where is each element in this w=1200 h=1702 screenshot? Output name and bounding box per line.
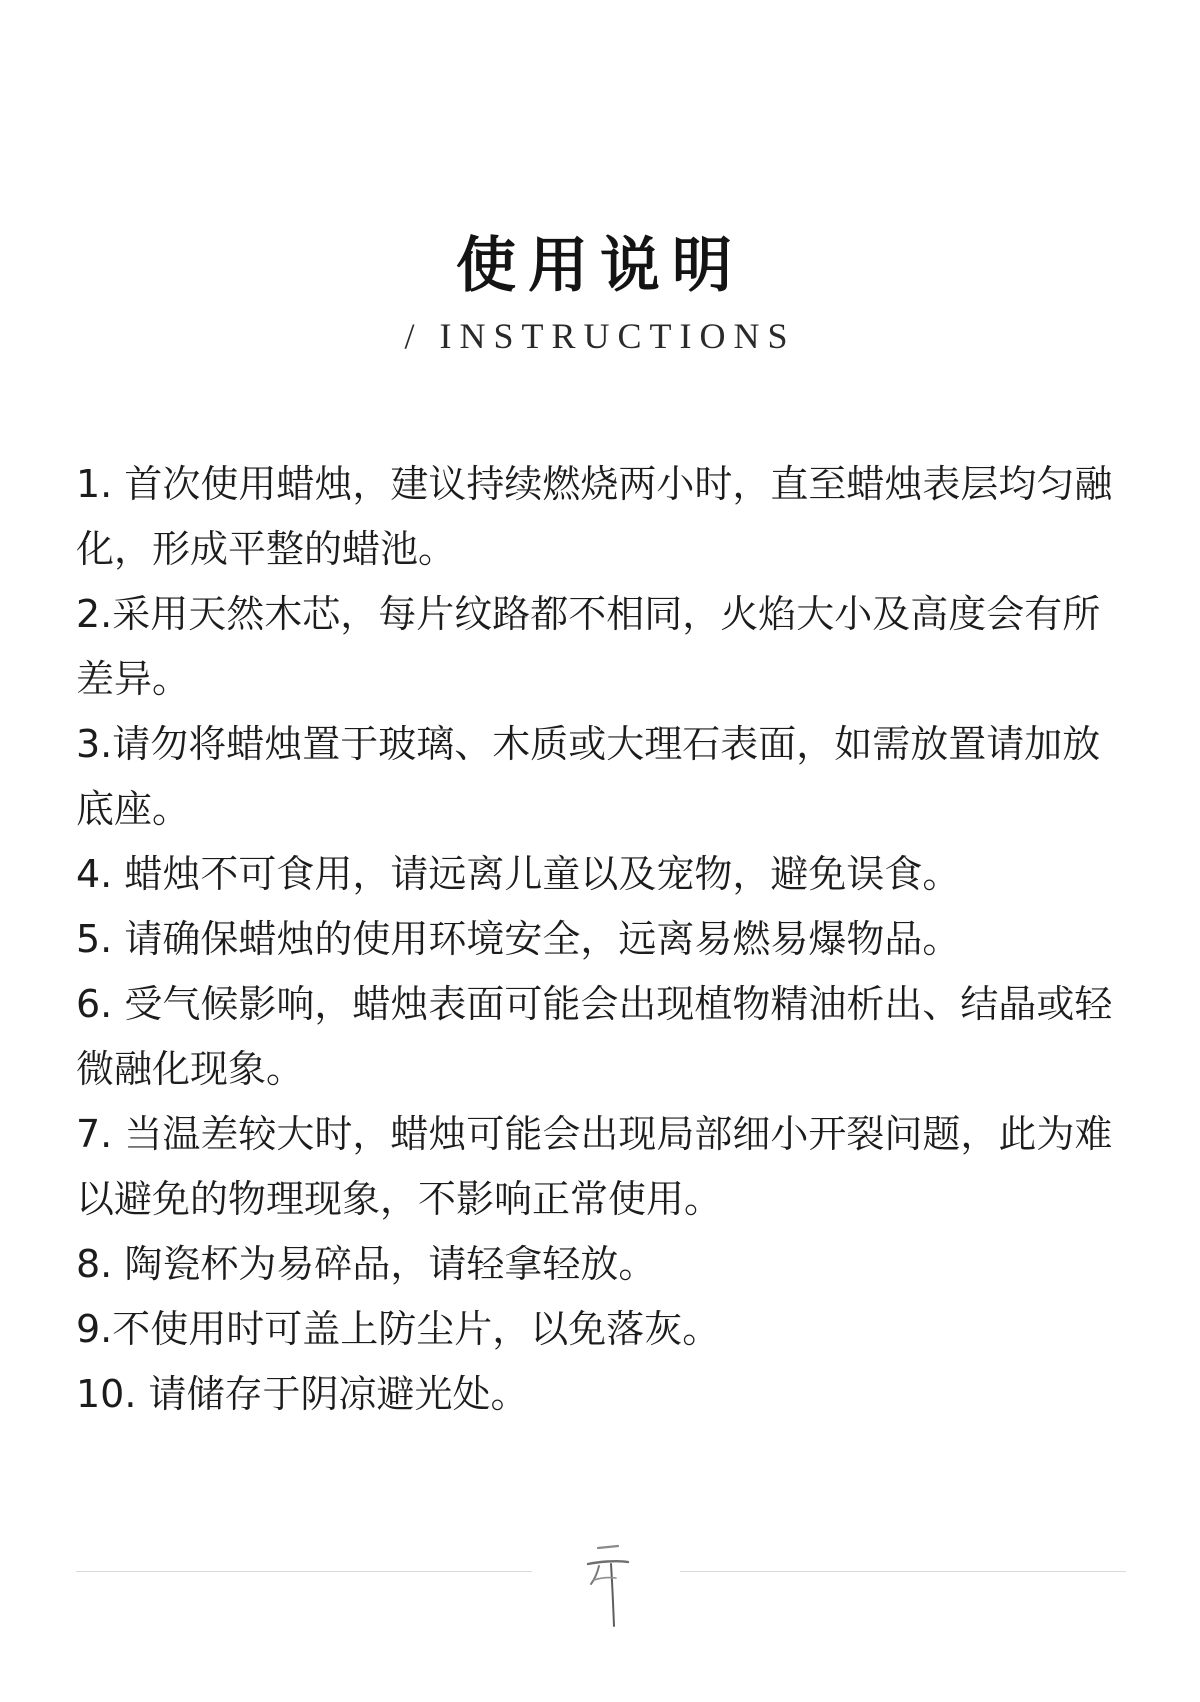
page-subtitle: / INSTRUCTIONS	[404, 316, 796, 356]
instruction-item-6: 6. 受气候影响，蜡烛表面可能会出现植物精油析出、结晶或轻微融化现象。	[76, 982, 1113, 1091]
instruction-item-2: 2.采用天然木芯，每片纹路都不相同，火焰大小及高度会有所差异。	[76, 592, 1101, 701]
instruction-item-9: 9.不使用时可盖上防尘片，以免落灰。	[76, 1307, 721, 1351]
instruction-item-5: 5. 请确保蜡烛的使用环境安全，远离易燃易爆物品。	[76, 917, 961, 961]
instruction-item-10: 10. 请储存于阴凉避光处。	[76, 1372, 529, 1416]
instruction-item-3: 3.请勿将蜡烛置于玻璃、木质或大理石表面，如需放置请加放底座。	[76, 722, 1101, 831]
brand-glyph-icon	[582, 1540, 634, 1632]
instruction-list	[76, 452, 1136, 1427]
instruction-item-4: 4. 蜡烛不可食用，请远离儿童以及宠物，避免误食。	[76, 852, 961, 896]
instruction-item-8: 8. 陶瓷杯为易碎品，请轻拿轻放。	[76, 1242, 657, 1286]
instruction-item-1: 1. 首次使用蜡烛，建议持续燃烧两小时，直至蜡烛表层均匀融化，形成平整的蜡池。	[76, 462, 1113, 571]
footer-divider-left	[76, 1571, 532, 1572]
instruction-item-7: 7. 当温差较大时，蜡烛可能会出现局部细小开裂问题，此为难以避免的物理现象，不影响正常使用。	[76, 1112, 1113, 1221]
page-title: 使用说明	[456, 231, 744, 301]
footer-divider-right	[680, 1571, 1126, 1572]
